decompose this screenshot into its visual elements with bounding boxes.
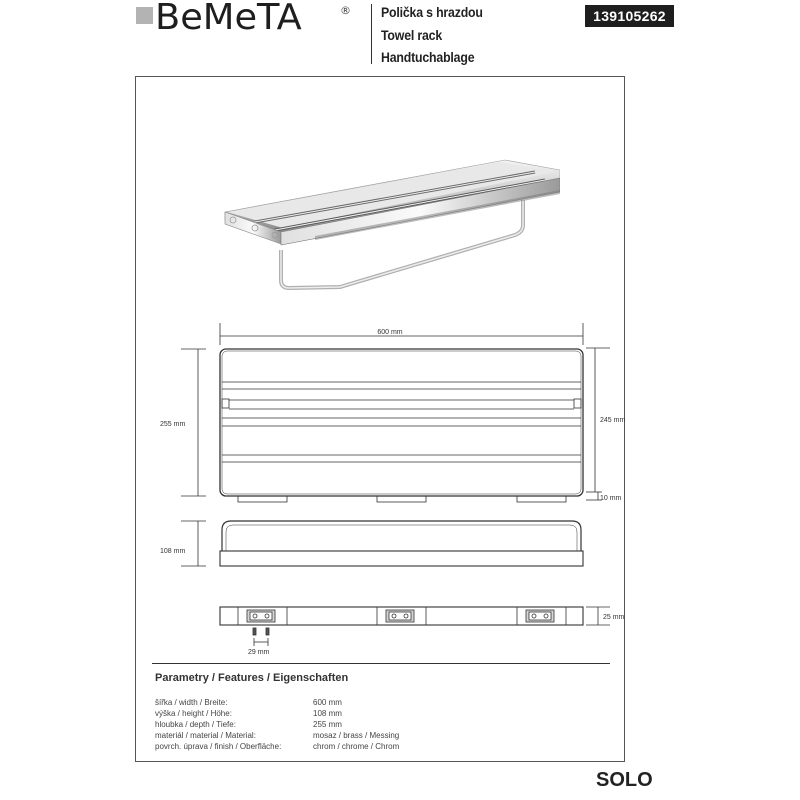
parameter-value: 108 mm [313,709,342,718]
parameter-label: šířka / width / Breite: [155,698,228,707]
parameter-label: hloubka / depth / Tiefe: [155,720,236,729]
parameter-value: 255 mm [313,720,342,729]
depth-dimension-label: 255 mm [160,421,186,428]
width-dimension-label: 600 mm [377,329,403,336]
product-code-badge: 139105262 [585,5,674,27]
technical-drawing [150,320,640,660]
logo-square-icon [136,7,153,24]
title-german: Handtuchablage [381,49,475,65]
parameters-divider [152,663,610,664]
parameter-row [155,741,615,752]
parameter-value: 600 mm [313,698,342,707]
parameter-label: výška / height / Höhe: [155,709,232,718]
parameter-row [155,719,615,730]
offset-dimension-label: 10 mm [600,495,622,502]
parameter-value: chrom / chrome / Chrom [313,742,400,751]
height-dimension-label: 108 mm [160,548,186,555]
parameter-label: povrch. úprava / finish / Oberfläche: [155,742,282,751]
parameter-row [155,730,615,741]
plate-height-dimension-label: 25 mm [603,614,625,621]
inner-depth-dimension-label: 245 mm [600,417,626,424]
title-czech: Polička s hrazdou [381,4,483,20]
hole-spacing-dimension-label: 29 mm [248,649,270,656]
parameter-row [155,708,615,719]
parameter-row [155,697,615,708]
parameters-title: Parametry / Features / Eigenschaften [155,672,349,684]
brand-logo: BeMeTA [155,0,302,38]
header-separator [371,4,372,64]
parameter-value: mosaz / brass / Messing [313,731,400,740]
title-english: Towel rack [381,27,443,43]
product-image [215,140,560,290]
parameter-label: materiál / material / Material: [155,731,256,740]
registered-mark: ® [340,4,351,17]
series-name: SOLO [596,769,653,791]
